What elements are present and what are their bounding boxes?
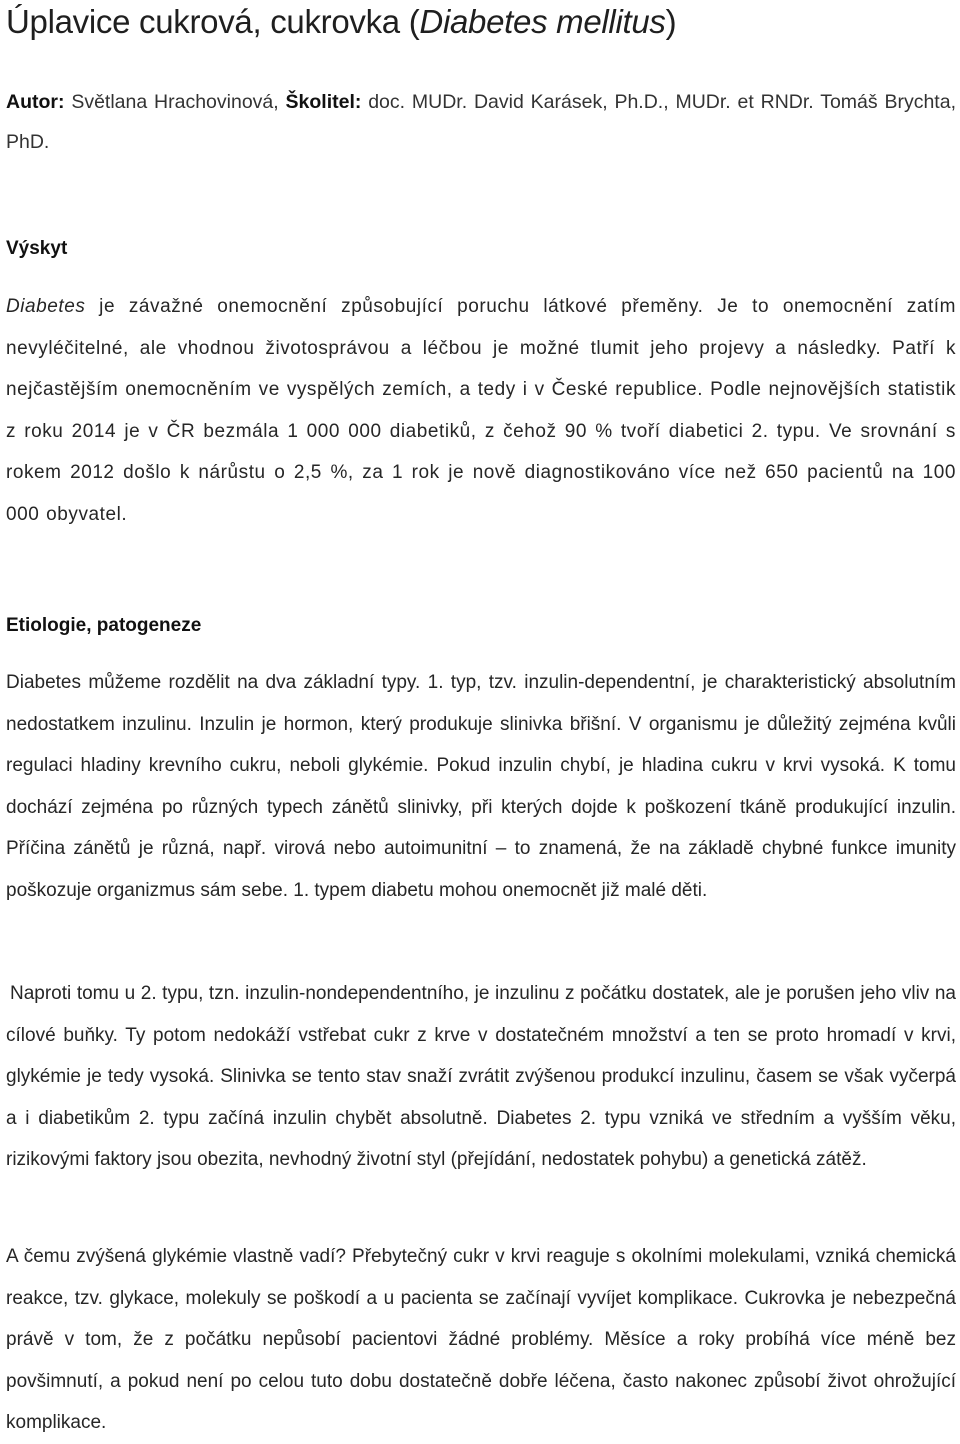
supervisor-label: Školitel: — [285, 91, 362, 113]
paragraph-etiologie-2-text: Naproti tomu u 2. typu, tzn. inzulin-nondependentního, je inzulinu z počátku dostatek, ale je porušen jeho vliv na cílové buňky. Ty potom nedokáží vstřebat cukr z krve v dostatečném množství a ten se proto hromadí v krvi, glykémie je tedy vysoká. Slinivka se tento stav snaží zvrátit zvýšenou produkcí inzulinu, časem se však vyčerpá a i diabetikům 2. typu začíná inzulin chybět absolutně. Diabetes 2. typu vzniká ve středním a vyšším věku, rizikovými faktory jsou obezita, nevhodný životní styl (přejídání, nedostatek pohybu) a genetická zátěž. — [6, 983, 956, 1170]
author-label: Autor: — [6, 91, 65, 113]
section-heading-vyskyt: Výskyt — [6, 238, 68, 259]
paragraph-etiologie-1: Diabetes můžeme rozdělit na dva základní typy. 1. typ, tzv. inzulin-dependentní, je charakteristický absolutním nedostatkem inzulinu. Inzulin je hormon, který produkuje slinivka břišní. V organismu je důležitý zejména kvůli regulaci hladiny krevního cukru, neboli glykémie. Pokud inzulin chybí, je hladina cukru v krvi vysoká. K tomu dochází zejména po různých typech zánětů slinivky, při kterých dojde k poškození tkáně produkující inzulin. Příčina zánětů je různá, např. virová nebo autoimunitní – to znamená, že na základě chybné funkce imunity poškozuje organizmus sám sebe. 1. typem diabetu mohou onemocnět již malé děti. — [6, 672, 956, 901]
paragraph-etiologie-3: A čemu zvýšená glykémie vlastně vadí? Přebytečný cukr v krvi reaguje s okolními molekulami, vzniká chemická reakce, tzv. glykace, molekuly se poškodí a u pacienta se začínají vyvíjet komplikace. Cukrovka je nebezpečná právě v tom, že z počátku nepůsobí pacientovi žádné problémy. Měsíce a roky probíhá více méně bez povšimnutí, a pokud není po celou tuto dobu dostatečně dobře léčena, často nakonec způsobí život ohrožující komplikace. — [6, 1246, 956, 1433]
title-latin-name: Diabetes mellitus — [419, 3, 666, 40]
author-line — [6, 82, 956, 162]
section-heading-etiologie: Etiologie, patogeneze — [6, 615, 202, 636]
paragraph-etiologie-2 — [6, 973, 956, 1181]
paragraph-vyskyt-italic: Diabetes — [6, 296, 86, 317]
paragraph-vyskyt-text: je závažné onemocnění způsobující poruchu látkové přeměny. Je to onemocnění zatím nevyléčitelné, ale vhodnou životosprávou a léčbou je možné tlumit jeho projevy a následky. Patří k nejčastějším onemocněním ve vyspělých zemích, a tedy i v České republice. Podle nejnovějších statistik z roku 2014 je v ČR bezmála 1 000 000 diabetiků, z čehož 90 % tvoří diabetici 2. typu. Ve srovnání s rokem 2012 došlo k nárůstu o 2,5 %, za 1 rok je nově diagnostikováno více než 650 pacientů na 100 000 obyvatel. — [6, 296, 956, 525]
page-title — [6, 2, 956, 42]
title-end: ) — [665, 3, 677, 40]
author-name: Světlana Hrachovinová, — [64, 91, 286, 113]
paragraph-vyskyt — [6, 286, 956, 535]
title-main: Úplavice cukrová, cukrovka ( — [6, 3, 420, 40]
supervisor-name: doc. MUDr. David Karásek, Ph.D., MUDr. et RNDr. Tomáš Brychta, PhD. — [6, 91, 956, 153]
